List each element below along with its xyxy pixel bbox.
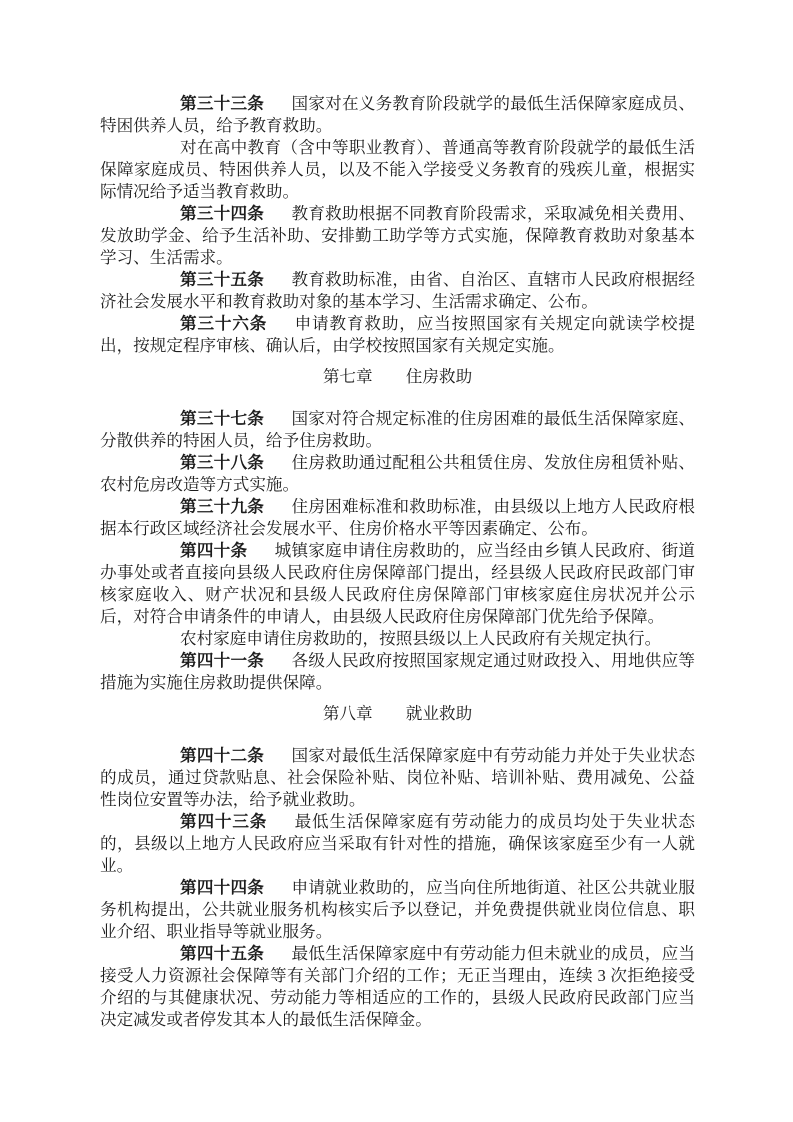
paragraph-text: 住房困难标准和救助标准，由县级以上地方人民政府根据本行政区域经济社会发展水平、住房价格水平等因素确定、公布。 [100, 497, 696, 538]
article-number: 第三十六条 [180, 314, 268, 333]
continuation-paragraph [100, 628, 695, 650]
article-paragraph [100, 203, 695, 269]
chapter-title: 就业救助 [405, 704, 473, 723]
article-number: 第三十八条 [180, 453, 265, 472]
paragraph-text: 住房救助通过配租公共租赁住房、发放住房租赁补贴、农村危房改造等方式实施。 [100, 453, 696, 494]
chapter-heading [100, 366, 695, 388]
article-paragraph [100, 452, 695, 496]
article-number: 第四十一条 [180, 651, 265, 670]
article-paragraph [100, 496, 695, 540]
chapter-heading [100, 703, 695, 725]
chapter-number: 第七章 [322, 367, 373, 386]
paragraph-text: 农村家庭申请住房救助的，按照县级以上人民政府有关规定执行。 [180, 629, 662, 648]
article-number: 第四十条 [180, 541, 248, 560]
article-number: 第四十五条 [180, 944, 265, 963]
article-number: 第三十九条 [180, 497, 265, 516]
chapter-title: 住房救助 [405, 367, 473, 386]
article-number: 第四十二条 [180, 746, 265, 765]
article-number: 第三十七条 [180, 409, 265, 428]
paragraph-text: 国家对符合规定标准的住房困难的最低生活保障家庭、分散供养的特困人员，给予住房救助。 [100, 409, 696, 450]
article-number: 第三十三条 [180, 94, 265, 113]
article-number: 第四十三条 [180, 812, 268, 831]
paragraph-text: 对在高中教育（含中等职业教育）、普通高等教育阶段就学的最低生活保障家庭成员、特困供养人员，以及不能入学接受义务教育的残疾儿童，根据实际情况给予适当教育救助。 [100, 138, 695, 201]
paragraph-text: 教育救助标准，由省、自治区、直辖市人民政府根据经济社会发展水平和教育救助对象的基本学习、生活需求确定、公布。 [100, 270, 696, 311]
article-paragraph [100, 877, 695, 943]
paragraph-text: 教育救助根据不同教育阶段需求，采取减免相关费用、发放助学金、给予生活补助、安排勤工助学等方式实施，保障教育救助对象基本学习、生活需求。 [100, 204, 696, 267]
document-body [100, 93, 695, 1031]
paragraph-text: 最低生活保障家庭中有劳动能力但未就业的成员，应当接受人力资源社会保障等有关部门介绍的工作；无正当理由，连续 3 次拒绝接受介绍的与其健康状况、劳动能力等相适应的工作的，县级人民政府民政部门应当决定减发或者停发其本人的最低生活保障金。 [100, 944, 696, 1029]
article-paragraph [100, 313, 695, 357]
continuation-paragraph [100, 137, 695, 203]
article-paragraph [100, 408, 695, 452]
paragraph-text: 城镇家庭申请住房救助的，应当经由乡镇人民政府、街道办事处或者直接向县级人民政府住房保障部门提出，经县级人民政府民政部门审核家庭收入、财产状况和县级人民政府住房保障部门审核家庭住房状况并公示后，对符合申请条件的申请人，由县级人民政府住房保障部门优先给予保障。 [100, 541, 696, 626]
article-paragraph [100, 650, 695, 694]
article-paragraph [100, 93, 695, 137]
article-paragraph [100, 269, 695, 313]
paragraph-text: 国家对在义务教育阶段就学的最低生活保障家庭成员、特困供养人员，给予教育救助。 [100, 94, 696, 135]
article-paragraph [100, 745, 695, 811]
article-number: 第三十五条 [180, 270, 265, 289]
article-paragraph [100, 540, 695, 628]
paragraph-text: 各级人民政府按照国家规定通过财政投入、用地供应等措施为实施住房救助提供保障。 [100, 651, 696, 692]
article-paragraph [100, 811, 695, 877]
chapter-number: 第八章 [322, 704, 373, 723]
paragraph-text: 国家对最低生活保障家庭中有劳动能力并处于失业状态的成员，通过贷款贴息、社会保险补贴、岗位补贴、培训补贴、费用减免、公益性岗位安置等办法，给予就业救助。 [100, 746, 696, 809]
paragraph-text: 申请就业救助的，应当向住所地街道、社区公共就业服务机构提出，公共就业服务机构核实后予以登记，并免费提供就业岗位信息、职业介绍、职业指导等就业服务。 [100, 878, 696, 941]
article-number: 第三十四条 [180, 204, 265, 223]
paragraph-text: 最低生活保障家庭有劳动能力的成员均处于失业状态的，县级以上地方人民政府应当采取有针对性的措施，确保该家庭至少有一人就业。 [100, 812, 696, 875]
paragraph-text: 申请教育救助，应当按照国家有关规定向就读学校提出，按规定程序审核、确认后，由学校按照国家有关规定实施。 [100, 314, 696, 355]
article-paragraph [100, 943, 695, 1031]
article-number: 第四十四条 [180, 878, 265, 897]
